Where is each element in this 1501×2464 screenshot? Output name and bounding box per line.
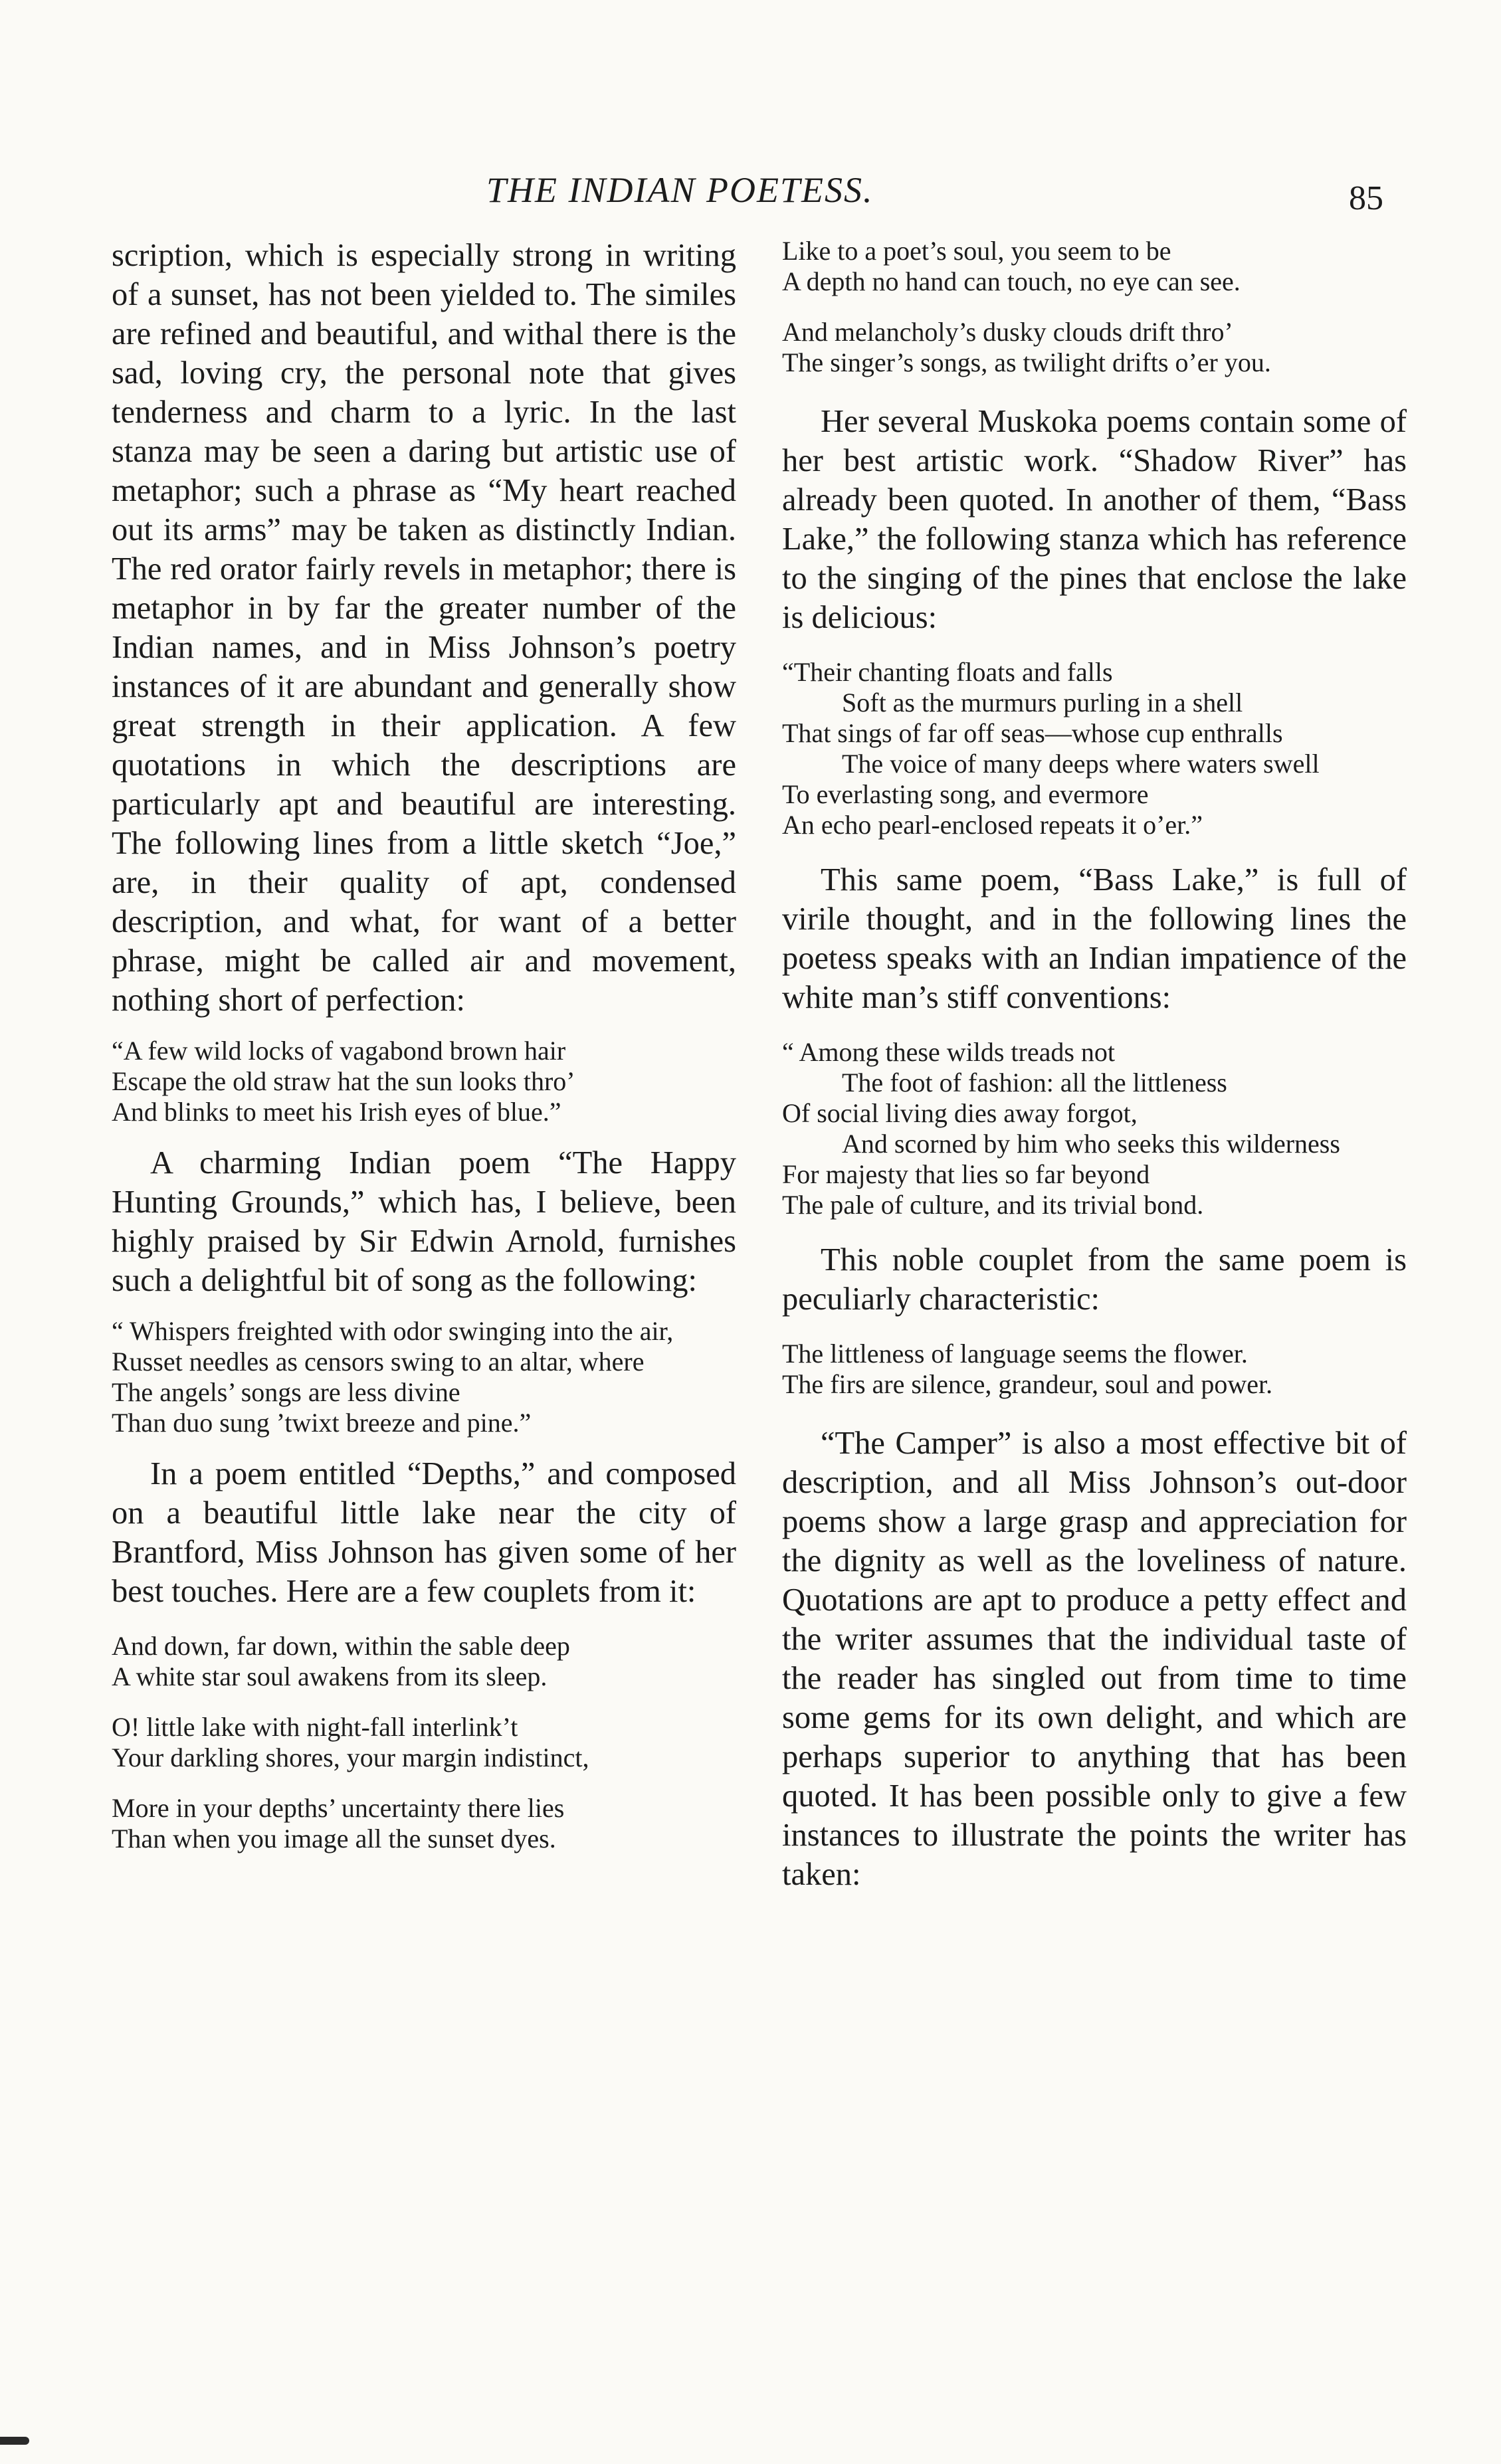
verse-line: Than duo sung ’twixt breeze and pine.”	[112, 1408, 532, 1438]
verse-line: Russet needles as censors swing to an altar, where	[112, 1347, 645, 1376]
quote-happy-hunting-grounds	[112, 1316, 736, 1438]
quote-couplet	[782, 1339, 1407, 1400]
verse-line: Than when you image all the sunset dyes.	[112, 1824, 556, 1853]
verse-line: Your darkling shores, your margin indistinct,	[112, 1743, 589, 1772]
paragraph-muskoka: Her several Muskoka poems contain some of her best artistic work. “Shadow River” has already been quoted. In another of them, “Bass Lake,” the following stanza which has reference to the singing of the pines that enclose the lake is delicious:	[782, 404, 1407, 635]
verse-line: Of social living dies away forgot,	[782, 1098, 1138, 1128]
verse-line: Soft as the murmurs purling in a shell	[842, 688, 1243, 717]
verse-line: “Their chanting floats and falls	[782, 657, 1113, 687]
paragraph-the-camper: “The Camper” is also a most effective bit of description, and all Miss Johnson’s out-door poems show a large grasp and appreciation for the dignity as well as the loveliness of nature. Quotations are apt to produce a petty effect and the writer assumes that the individual taste of the reader has singled out from time to time some gems for its own delight, and which are perhaps superior to anything that has been quoted. It has been possible only to give a few instances to illustrate the points the writer has taken:	[782, 1426, 1407, 1892]
verse-line: The firs are silence, grandeur, soul and power.	[782, 1369, 1273, 1399]
verse-line: And down, far down, within the sable deep	[112, 1631, 570, 1661]
paragraph-happy-hunting-grounds: A charming Indian poem “The Happy Hunting Grounds,” which has, I believe, been highly praised by Sir Edwin Arnold, furnishes such a delightful bit of song as the following:	[112, 1145, 736, 1298]
verse-line: To everlasting song, and evermore	[782, 779, 1149, 809]
right-column	[782, 236, 1407, 1894]
paragraph-bass-lake: This same poem, “Bass Lake,” is full of virile thought, and in the following lines the poetess speaks with an Indian impatience of the white man’s stiff conventions:	[782, 862, 1407, 1015]
verse-line: An echo pearl-enclosed repeats it o’er.”	[782, 810, 1203, 840]
verse-line: The pale of culture, and its trivial bond.	[782, 1190, 1204, 1220]
quote-bass-lake-pines	[782, 657, 1407, 840]
running-title: THE INDIAN POETESS.	[486, 170, 874, 210]
page-header	[0, 169, 1501, 223]
paragraph-metaphor: scription, which is especially strong in writing of a sunset, has not been yielded to. The similes are refined and beautiful, and withal there is the sad, loving cry, the personal note that gives tenderness and charm to a lyric. In the last stanza may be seen a daring but artistic use of metaphor; such a phrase as “My heart reached out its arms” may be taken as distinctly Indian. The red orator fairly revels in metaphor; there is metaphor in by far the greater number of the Indian names, and in Miss Johnson’s poetry instances of it are abundant and generally show great strength in their application. A few quotations in which the descriptions are particularly apt and beautiful are interesting. The following lines from a little sketch “Joe,” are, in their quality of apt, condensed description, and what, for want of a better phrase, might be called air and movement, nothing short of perfection:	[112, 238, 736, 1018]
quote-joe	[112, 1036, 736, 1127]
verse-line: The littleness of language seems the flower.	[782, 1339, 1248, 1369]
verse-line: And scorned by him who seeks this wilderness	[842, 1129, 1340, 1159]
scan-edge-mark	[0, 2437, 29, 2445]
quote-bass-lake-conventions	[782, 1037, 1407, 1220]
verse-line: The voice of many deeps where waters swell	[842, 749, 1320, 779]
quote-depths-part-2	[782, 236, 1407, 378]
verse-line: The angels’ songs are less divine	[112, 1377, 460, 1407]
verse-line: For majesty that lies so far beyond	[782, 1159, 1150, 1189]
verse-line: And blinks to meet his Irish eyes of blue.”	[112, 1097, 561, 1127]
paragraph-couplet-intro: This noble couplet from the same poem is peculiarly characteristic:	[782, 1242, 1407, 1317]
verse-line: Like to a poet’s soul, you seem to be	[782, 236, 1171, 266]
left-column	[112, 236, 736, 1854]
verse-line: The singer’s songs, as twilight drifts o’er you.	[782, 347, 1271, 377]
quote-depths-part-1	[112, 1631, 736, 1854]
verse-line: “A few wild locks of vagabond brown hair	[112, 1036, 566, 1066]
paragraph-depths: In a poem entitled “Depths,” and composed on a beautiful little lake near the city of Brantford, Miss Johnson has given some of her best touches. Here are a few couplets from it:	[112, 1456, 736, 1609]
verse-line: “ Whispers freighted with odor swinging into the air,	[112, 1316, 674, 1346]
verse-line: A white star soul awakens from its sleep.	[112, 1661, 548, 1691]
verse-line: O! little lake with night-fall interlink’t	[112, 1712, 518, 1742]
page-number: 85	[1349, 179, 1383, 217]
verse-line: And melancholy’s dusky clouds drift thro’	[782, 317, 1233, 347]
verse-line: That sings of far off seas—whose cup enthralls	[782, 718, 1283, 748]
verse-line: A depth no hand can touch, no eye can see.	[782, 266, 1241, 296]
verse-line: More in your depths’ uncertainty there lies	[112, 1793, 565, 1823]
verse-line: “ Among these wilds treads not	[782, 1037, 1116, 1067]
verse-line: The foot of fashion: all the littleness	[842, 1068, 1227, 1097]
verse-line: Escape the old straw hat the sun looks thro’	[112, 1066, 575, 1096]
